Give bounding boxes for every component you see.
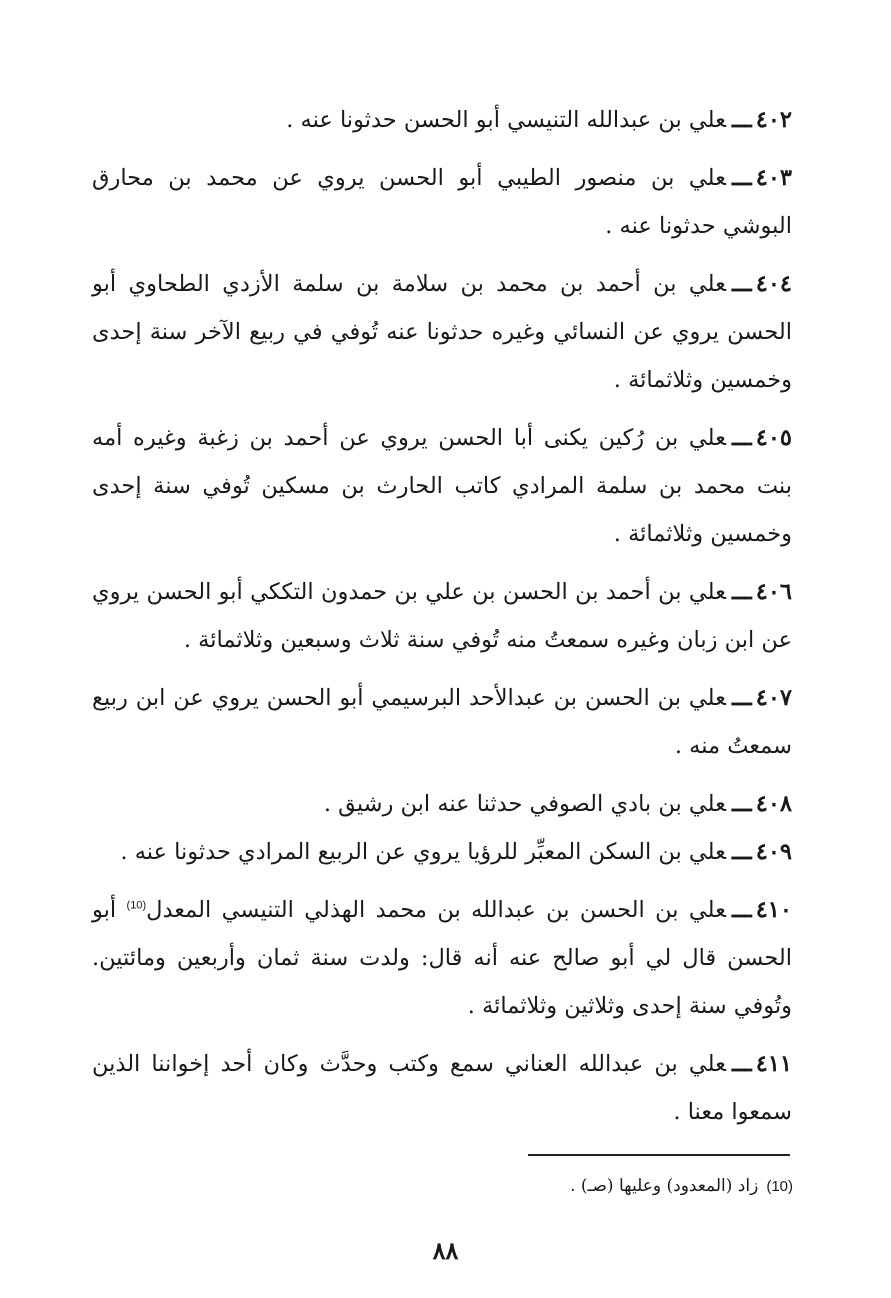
entry-402: ٤٠٢ـــعلي بن عبدالله التنيسي أبو الحسن حدثونا عنه . bbox=[286, 107, 792, 133]
entry-405: ٤٠٥ـــعلي بن رُكين يكنى أبا الحسن يروي عن أحمد بن زغبة وغيره أمه بنت محمد بن سلمة المرادي كاتب الحارث بن مسكين تُوفي سنة إحدى وخمسين وثلاثمائة . bbox=[92, 425, 792, 547]
entry-text: علي بن عبدالله العناني سمع وكتب وحدَّث وكان أحد إخواننا الذين سمعوا معنا . bbox=[92, 1051, 792, 1125]
entry-404: ٤٠٤ـــعلي بن أحمد بن محمد بن سلامة بن سلمة الأزدي الطحاوي أبو الحسن يروي عن النسائي وغيره حدثونا عنه تُوفي في ربيع الآخر سنة إحدى وخمسين وثلاثمائة . bbox=[92, 271, 792, 393]
entry-number: ٤٠٦ bbox=[755, 579, 792, 605]
entry-410: ٤١٠ـــعلي بن الحسن بن عبدالله بن محمد الهذلي التنيسي المعدل$^{(10)}$ أبو الحسن قال لي أبو صالح عنه أنه قال: ولدت سنة ثمان وأربعين ومائتين. وتُوفي سنة إحدى وثلاثين وثلاثمائة . bbox=[92, 897, 792, 1019]
entry-text: علي بن عبدالله التنيسي أبو الحسن حدثونا عنه . bbox=[286, 107, 726, 133]
footnote-text: زاد (المعدود) وعليها (صـ) . bbox=[570, 1176, 759, 1196]
entry-number: ٤٠٤ bbox=[755, 271, 792, 297]
entry-number: ٤٠٨ bbox=[755, 791, 792, 817]
entry-403: ٤٠٣ـــعلي بن منصور الطيبي أبو الحسن يروي عن محمد بن محارق البوشي حدثونا عنه . bbox=[92, 165, 792, 239]
entry-text: علي بن أحمد بن الحسن بن علي بن حمدون التككي أبو الحسن يروي عن ابن زبان وغيره سمعتُ منه تُوفي سنة ثلاث وسبعين وثلاثمائة . bbox=[92, 579, 792, 653]
entry-409: ٤٠٩ـــعلي بن السكن المعبِّر للرؤيا يروي عن الربيع المرادي حدثونا عنه . bbox=[120, 839, 792, 865]
entry-number: ٤٠٢ bbox=[755, 107, 792, 133]
entry-number: ٤٠٥ bbox=[755, 425, 792, 451]
entry-text: علي بن منصور الطيبي أبو الحسن يروي عن محمد بن محارق البوشي حدثونا عنه . bbox=[92, 165, 792, 239]
footnote-marker: (10) bbox=[766, 1178, 793, 1195]
entry-number: ٤٠٩ bbox=[755, 839, 792, 865]
entries-list bbox=[92, 96, 792, 1146]
entry-number: ٤٠٧ bbox=[755, 685, 792, 711]
entry-number: ٤١٠ bbox=[755, 897, 792, 923]
footnote bbox=[400, 1176, 793, 1196]
entry-number: ٤٠٣ bbox=[755, 165, 792, 191]
entry-number: ٤١١ bbox=[755, 1051, 792, 1077]
entry-406: ٤٠٦ـــعلي بن أحمد بن الحسن بن علي بن حمدون التككي أبو الحسن يروي عن ابن زبان وغيره سمعتُ منه تُوفي سنة ثلاث وسبعين وثلاثمائة . bbox=[92, 579, 792, 653]
entry-text: علي بن الحسن بن عبدالأحد البرسيمي أبو الحسن يروي عن ابن ربيع سمعتُ منه . bbox=[92, 685, 792, 759]
footnote-divider bbox=[528, 1154, 790, 1156]
entry-407: ٤٠٧ـــعلي بن الحسن بن عبدالأحد البرسيمي أبو الحسن يروي عن ابن ربيع سمعتُ منه . bbox=[92, 685, 792, 759]
entry-text: علي بن بادي الصوفي حدثنا عنه ابن رشيق . bbox=[323, 791, 726, 817]
entry-408: ٤٠٨ـــعلي بن بادي الصوفي حدثنا عنه ابن رشيق . bbox=[323, 791, 792, 817]
entry-text: علي بن السكن المعبِّر للرؤيا يروي عن الربيع المرادي حدثونا عنه . bbox=[120, 839, 726, 865]
page-number: ٨٨ bbox=[432, 1236, 459, 1265]
entry-411: ٤١١ـــعلي بن عبدالله العناني سمع وكتب وحدَّث وكان أحد إخواننا الذين سمعوا معنا . bbox=[92, 1051, 792, 1125]
entry-text: علي بن رُكين يكنى أبا الحسن يروي عن أحمد بن زغبة وغيره أمه بنت محمد بن سلمة المرادي كاتب الحارث بن مسكين تُوفي سنة إحدى وخمسين وثلاثمائة . bbox=[92, 425, 792, 547]
entry-text: علي بن الحسن بن عبدالله بن محمد الهذلي التنيسي المعدل bbox=[146, 897, 726, 923]
entry-text-continued: أبو الحسن قال لي أبو صالح عنه أنه قال: ولدت سنة ثمان وأربعين ومائتين. وتُوفي سنة إحدى وثلاثين وثلاثمائة . bbox=[92, 897, 792, 1019]
footnote-reference[interactable]: (10) bbox=[126, 899, 147, 912]
entry-text: علي بن أحمد بن محمد بن سلامة بن سلمة الأزدي الطحاوي أبو الحسن يروي عن النسائي وغيره حدثونا عنه تُوفي في ربيع الآخر سنة إحدى وخمسين وثلاثمائة . bbox=[92, 271, 792, 393]
